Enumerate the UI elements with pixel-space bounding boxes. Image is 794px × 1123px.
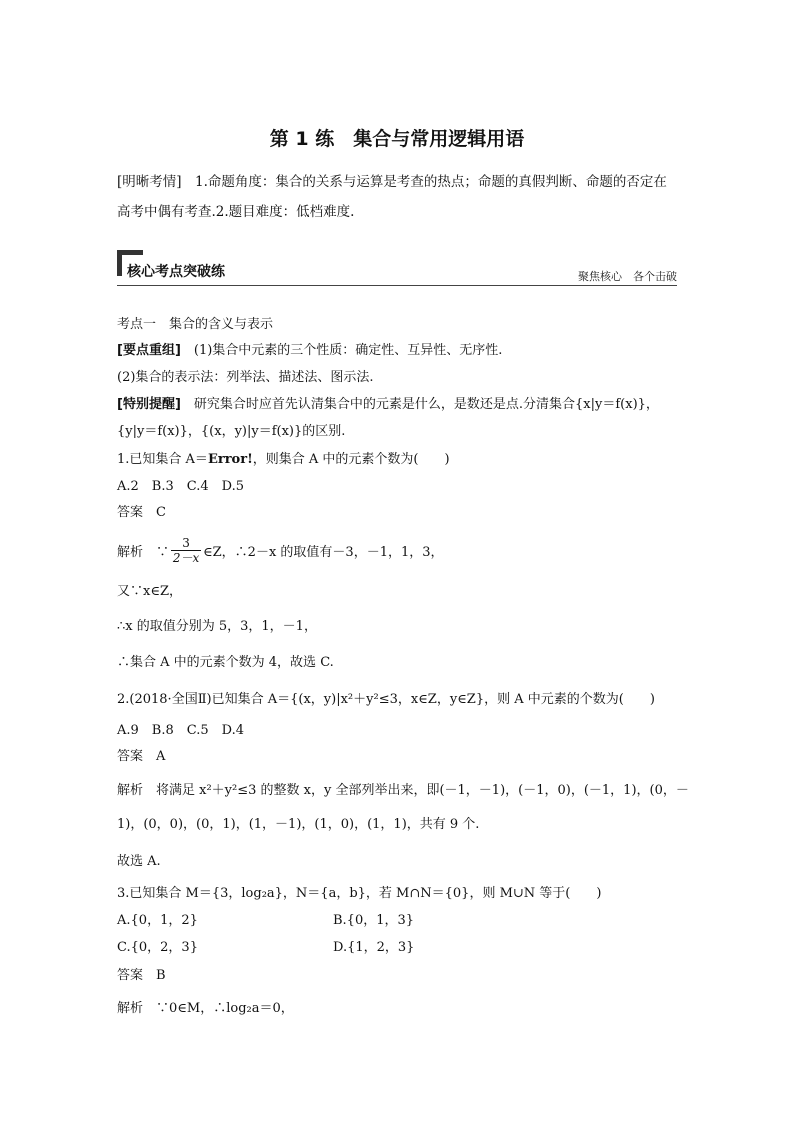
q1-fraction	[171, 536, 201, 565]
section-heading: 考点一 集合的含义与表示	[117, 317, 274, 332]
q1-error-text: Error!	[207, 452, 253, 467]
q1-fraction-numerator: 3	[182, 536, 190, 550]
q2-solution-line-2: 1)，(0，0)，(0，1)，(1，－1)，(1，0)，(1，1)，共有 9 个.	[117, 817, 480, 832]
q1-options: A.2 B.3 C.4 D.5	[117, 479, 244, 494]
q2-options: A.9 B.8 C.5 D.4	[117, 723, 244, 738]
q2-answer: 答案 A	[117, 749, 166, 764]
page-title: 第 1 练 集合与常用逻辑用语	[269, 128, 525, 150]
tip-line-2: {y|y＝f(x)}，{(x，y)|y＝f(x)}的区别.	[117, 424, 346, 439]
q3-solution-line-1: 解析 ∵0∈M，∴log₂a＝0，	[117, 1001, 294, 1016]
q1-solution-label: 解析	[117, 545, 157, 560]
key-points-text: (1)集合中元素的三个性质：确定性、互异性、无序性.	[180, 343, 503, 358]
key-points-line-1	[117, 342, 502, 360]
tip-text: 研究集合时应首先认清集合中的元素是什么，是数还是点.分清集合{x|y＝f(x)}，	[180, 397, 659, 412]
q1-solution-line-4: ∴集合 A 中的元素个数为 4，故选 C.	[117, 655, 334, 670]
intro-line-1: [明晰考情] 1.命题角度：集合的关系与运算是考查的热点；命题的真假判断、命题的否定在	[117, 174, 667, 190]
q1-stem-pre: 1.已知集合 A＝	[117, 452, 208, 467]
section-banner	[117, 250, 677, 286]
q1-fraction-denominator: 2－x	[172, 551, 200, 565]
q3-answer: 答案 B	[117, 968, 166, 983]
q1-because: ∵	[156, 545, 170, 560]
tip-line-1	[117, 396, 659, 414]
q3-option-b: B.{0，1，3}	[333, 913, 415, 928]
q2-stem: 2.(2018·全国Ⅱ)已知集合 A＝{(x，y)|x²＋y²≤3，x∈Z，y∈Z}，则 A 中元素的个数为( )	[117, 692, 655, 707]
key-points-line-2: (2)集合的表示法：列举法、描述法、图示法.	[117, 370, 374, 385]
banner-rule	[117, 285, 677, 286]
q1-stem-post: ，则集合 A 中的元素个数为( )	[252, 452, 450, 467]
q2-solution-line-3: 故选 A.	[117, 854, 161, 869]
q1-stem	[117, 451, 450, 469]
q2-solution-line-1: 解析 将满足 x²＋y²≤3 的整数 x，y 全部列举出来，即(－1，－1)，(－1，0)，(－1，1)，(0，－	[117, 783, 689, 798]
q3-option-c: C.{0，2，3}	[117, 940, 198, 955]
tip-label: [特别提醒]	[117, 397, 181, 412]
q3-option-a: A.{0，1，2}	[117, 913, 198, 928]
banner-title: 核心考点突破练	[127, 264, 225, 280]
intro-line-2: 高考中偶有考查.2.题目难度：低档难度.	[117, 204, 355, 220]
banner-subtitle: 聚焦核心 各个击破	[578, 270, 677, 283]
q1-solution-line-2: 又∵x∈Z，	[117, 584, 182, 599]
banner-bracket-top	[117, 250, 143, 255]
q1-solution-line-1	[117, 538, 444, 567]
q3-option-d: D.{1，2，3}	[333, 940, 415, 955]
q1-solution-line-3: ∴x 的取值分别为 5，3，1，－1，	[117, 619, 317, 634]
q1-solution-text-1: ∈Z，∴2－x 的取值有－3，－1，1，3，	[203, 545, 444, 560]
key-points-label: [要点重组]	[117, 343, 181, 358]
q1-answer: 答案 C	[117, 505, 166, 520]
q3-stem: 3.已知集合 M＝{3，log₂a}，N＝{a，b}，若 M∩N＝{0}，则 M∪N 等于( )	[117, 886, 602, 901]
